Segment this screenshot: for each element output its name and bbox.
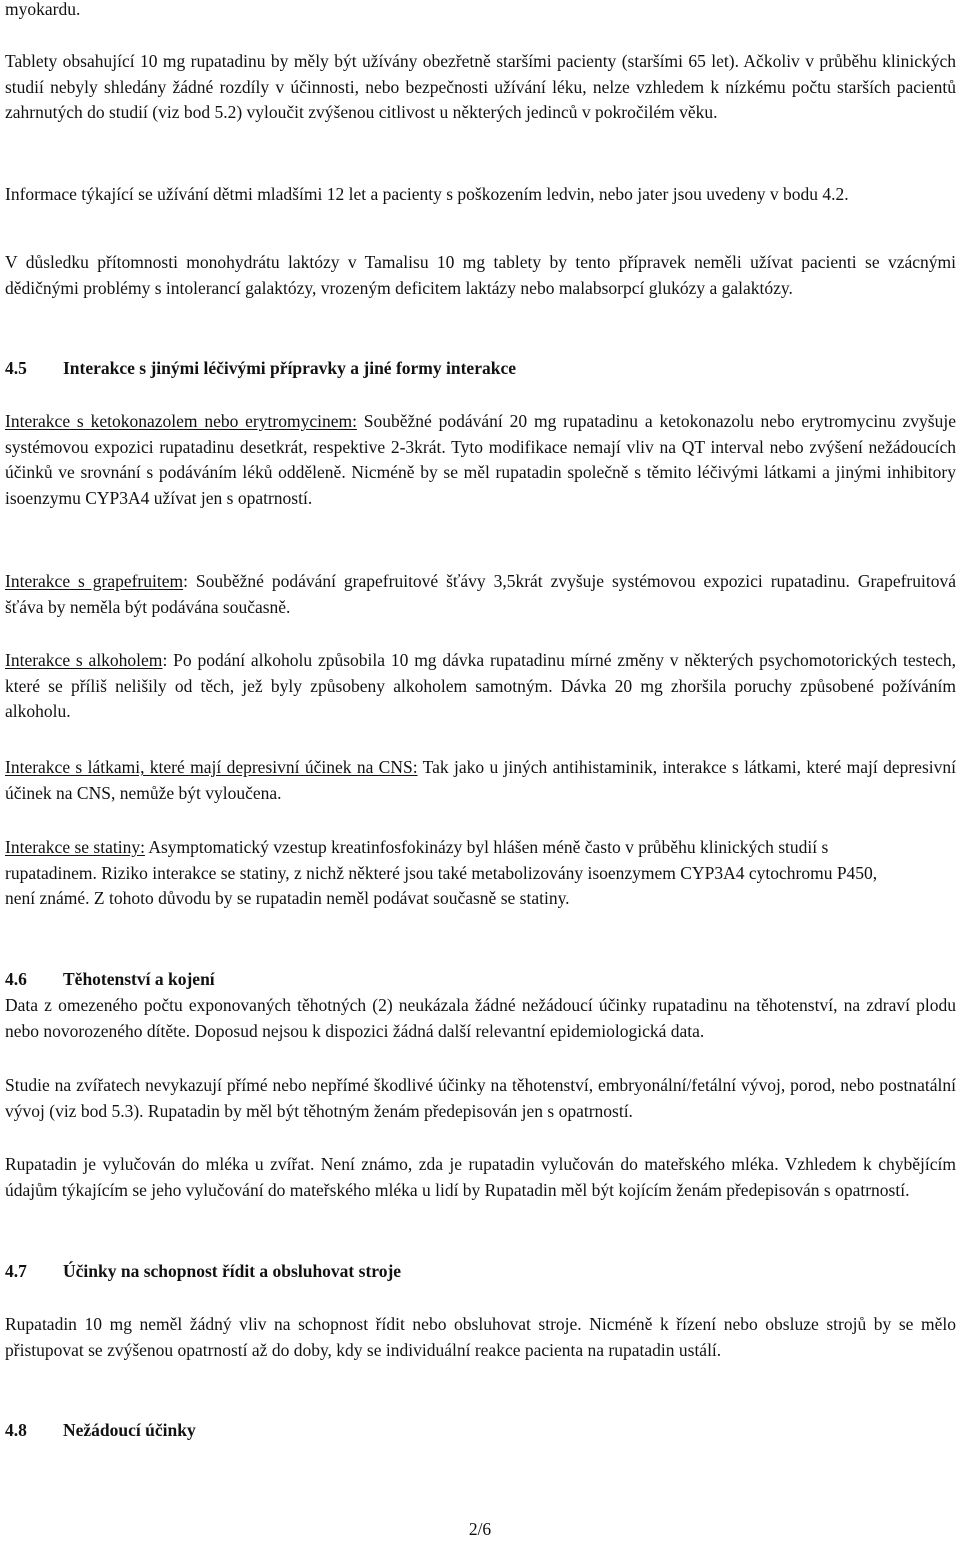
- statin-label: Interakce se statiny:: [5, 837, 145, 857]
- grapefruit-label: Interakce s grapefruitem: [5, 571, 184, 591]
- page-number: 2/6: [468, 1519, 492, 1539]
- ketoconazole-label: Interakce s ketokonazolem nebo erytromycinem:: [5, 411, 357, 431]
- section-heading-4-8: [5, 1418, 196, 1444]
- alcohol-label: Interakce s alkoholem: [5, 650, 163, 670]
- alcohol-text: : Po podání alkoholu způsobila 10 mg dávka rupatadinu mírné změny v některých psychomotorických testech, které se příliš nelišily od těch, jež byly způsobeny alkoholem samotným. Dávka 20 mg zhoršila poruchy způsobené požíváním alkoholu.: [5, 650, 956, 722]
- ketoconazole-text: Souběžné podávání 20 mg rupatadinu a ketokonazolu nebo erytromycinu zvyšuje systémovou expozici rupatadinu desetkrát, respektive 2-3krát. Tyto modifikace nemají vliv na QT interval nebo zvýšení nežádoucích účinků ve srovnání s podáváním léků odděleně. Nicméně by se měl rupatadin společně s těmito léčivými látkami a jinými inhibitory isoenzymu CYP3A4 užívat jen s opatrností.: [5, 411, 956, 508]
- section-title: Účinky na schopnost řídit a obsluhovat stroje: [63, 1261, 402, 1281]
- cns-text: Tak jako u jiných antihistaminik, interakce s látkami, které mají depresivní účinek na CNS, nemůže být vyloučena.: [5, 757, 956, 803]
- section-number: 4.8: [5, 1420, 27, 1440]
- paragraph-pregnancy-2: Studie na zvířatech nevykazují přímé nebo nepřímé škodlivé účinky na těhotenství, embryonální/fetální vývoj, porod, nebo postnatální vývoj (viz bod 5.3). Rupatadin by měl být těhotným ženám předepisován jen s opatrností.: [5, 1075, 956, 1121]
- paragraph-alcohol: [5, 648, 956, 725]
- paragraph-cns: [5, 755, 956, 806]
- paragraph-pregnancy-3: Rupatadin je vylučován do mléka u zvířat. Není známo, zda je rupatadin vylučován do mateřského mléka. Vzhledem k chybějícím údajům týkajícím se jeho vylučování do mateřského mléka u lidí by Rupatadin měl být kojícím ženám předepisován s opatrností.: [5, 1154, 956, 1200]
- cns-label: Interakce s látkami, které mají depresivní účinek na CNS:: [5, 757, 418, 777]
- paragraph-lactose: V důsledku přítomnosti monohydrátu laktózy v Tamalisu 10 mg tablety by tento přípravek neměli užívat pacienti se vzácnými dědičnými problémy s intolerancí galaktózy, vrozeným deficitem laktázy nebo malabsorpcí glukózy a galaktózy.: [5, 252, 956, 298]
- section-number: 4.7: [5, 1261, 27, 1281]
- section-title: Těhotenství a kojení: [63, 969, 215, 989]
- paragraph-elderly: Tablety obsahující 10 mg rupatadinu by měly být užívány obezřetně staršími pacienty (staršími 65 let). Ačkoliv v průběhu klinických studií nebyly shledány žádné rozdíly v účinnosti, nebo bezpečnosti užívání léku, nelze vzhledem k nízkému počtu starších pacientů zahrnutých do studií (viz bod 5.2) vyloučit zvýšenou citlivost u některých jedinců v pokročilém věku.: [5, 51, 956, 123]
- section-number: 4.6: [5, 969, 27, 989]
- section-heading-4-5: [5, 356, 516, 382]
- section-heading-4-6: [5, 967, 215, 993]
- paragraph-children: Informace týkající se užívání dětmi mladšími 12 let a pacienty s poškozením ledvin, nebo jater jsou uvedeny v bodu 4.2.: [5, 184, 849, 204]
- paragraph-pregnancy-1: Data z omezeného počtu exponovaných těhotných (2) neukázala žádné nežádoucí účinky rupatadinu na těhotenství, na zdraví plodu nebo novorozeného dítěte. Doposud nejsou k dispozici žádná další relevantní epidemiologická data.: [5, 995, 956, 1041]
- section-heading-4-7: [5, 1259, 401, 1285]
- paragraph-myokardu: myokardu.: [5, 0, 81, 19]
- section-number: 4.5: [5, 358, 27, 378]
- statin-text: Asymptomatický vzestup kreatinfosfokinázy byl hlášen méně často v průběhu klinických studií s rupatadinem. Riziko interakce se statiny, z nichž některé jsou také metabolizovány isoenzymem CYP3A4 cytochromu P450, není známé. Z tohoto důvodu by se rupatadin neměl podávat současně se statiny.: [5, 837, 878, 909]
- grapefruit-text: : Souběžné podávání grapefruitové šťávy 3,5krát zvyšuje systémovou expozici rupatadinu. Grapefruitová šťáva by neměla být podávána současně.: [5, 571, 956, 617]
- paragraph-ketoconazole: [5, 409, 956, 511]
- paragraph-statins: [5, 835, 895, 912]
- section-title: Nežádoucí účinky: [63, 1420, 196, 1440]
- section-title: Interakce s jinými léčivými přípravky a jiné formy interakce: [63, 358, 516, 378]
- paragraph-grapefruit: [5, 569, 956, 620]
- paragraph-driving: Rupatadin 10 mg neměl žádný vliv na schopnost řídit nebo obsluhovat stroje. Nicméně k řízení nebo obsluze strojů by se mělo přistupovat se zvýšenou opatrností až do doby, kdy se individuální reakce pacienta na rupatadin ustálí.: [5, 1314, 956, 1360]
